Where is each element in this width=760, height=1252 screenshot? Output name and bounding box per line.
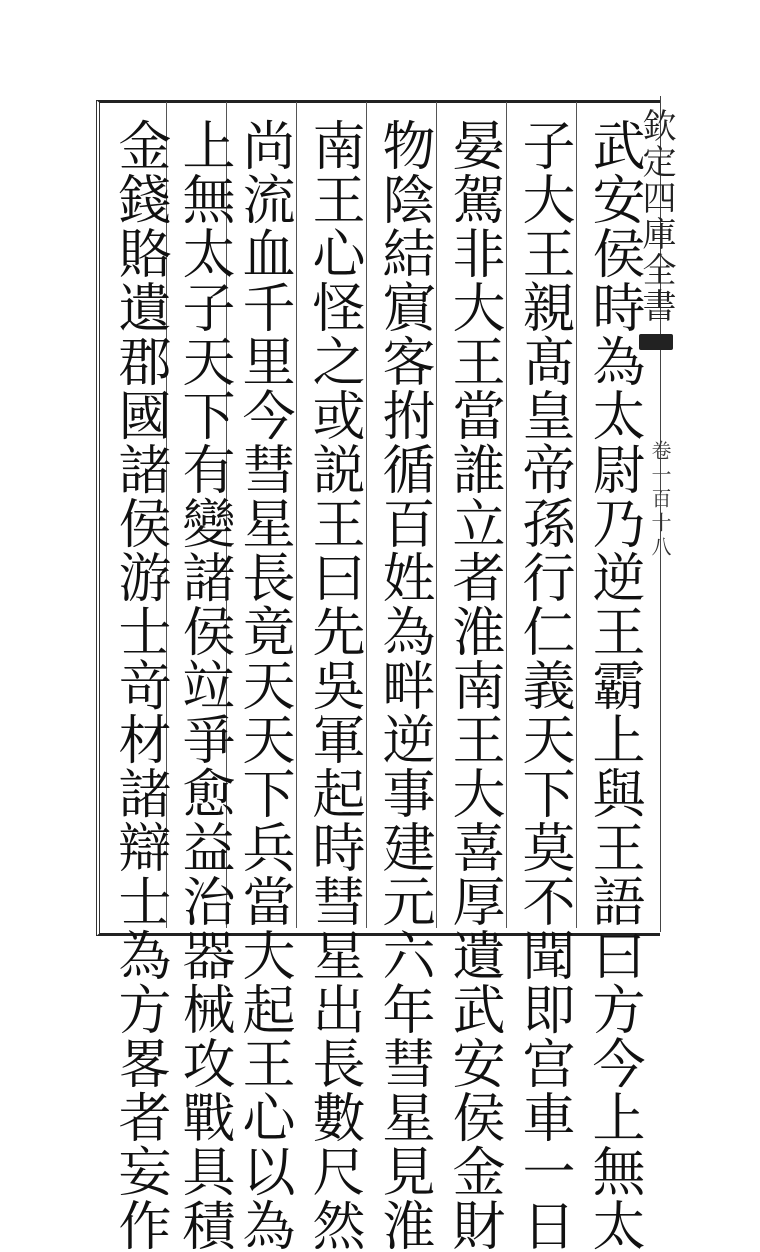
text-column-3: 晏駕非大王當誰立者淮南王大喜厚遺武安侯金財 [444, 118, 505, 1252]
column-rule [576, 102, 577, 928]
text-column-7: 上無太子天下有變諸侯竝爭愈益治器械攻戰具積 [174, 118, 235, 1252]
column-rule [366, 102, 367, 928]
text-column-6: 尚流血千里今彗星長竟天天下兵當大起王心以為 [234, 118, 295, 1252]
book-title: 欽定四庫全書 [636, 108, 676, 324]
text-column-2: 子大王親髙皇帝孫行仁義天下莫不聞即宫車一日 [514, 118, 575, 1252]
text-column-4: 物陰結賔客拊循百姓為畔逆事建元六年彗星見淮 [374, 118, 435, 1252]
volume-number: 卷一百十八 [648, 440, 672, 560]
column-rule [296, 102, 297, 928]
column-rule [506, 102, 507, 928]
text-column-8: 金錢賂遺郡國諸侯游士竒材諸辯士為方畧者妄作 [110, 118, 171, 1252]
column-rule [436, 102, 437, 928]
text-column-1: 武安侯時為太尉乃逆王霸上與王語曰方今上無太 [584, 118, 645, 1252]
text-column-5: 南王心怪之或説王曰先吳軍起時彗星出長數尺然 [304, 118, 365, 1252]
